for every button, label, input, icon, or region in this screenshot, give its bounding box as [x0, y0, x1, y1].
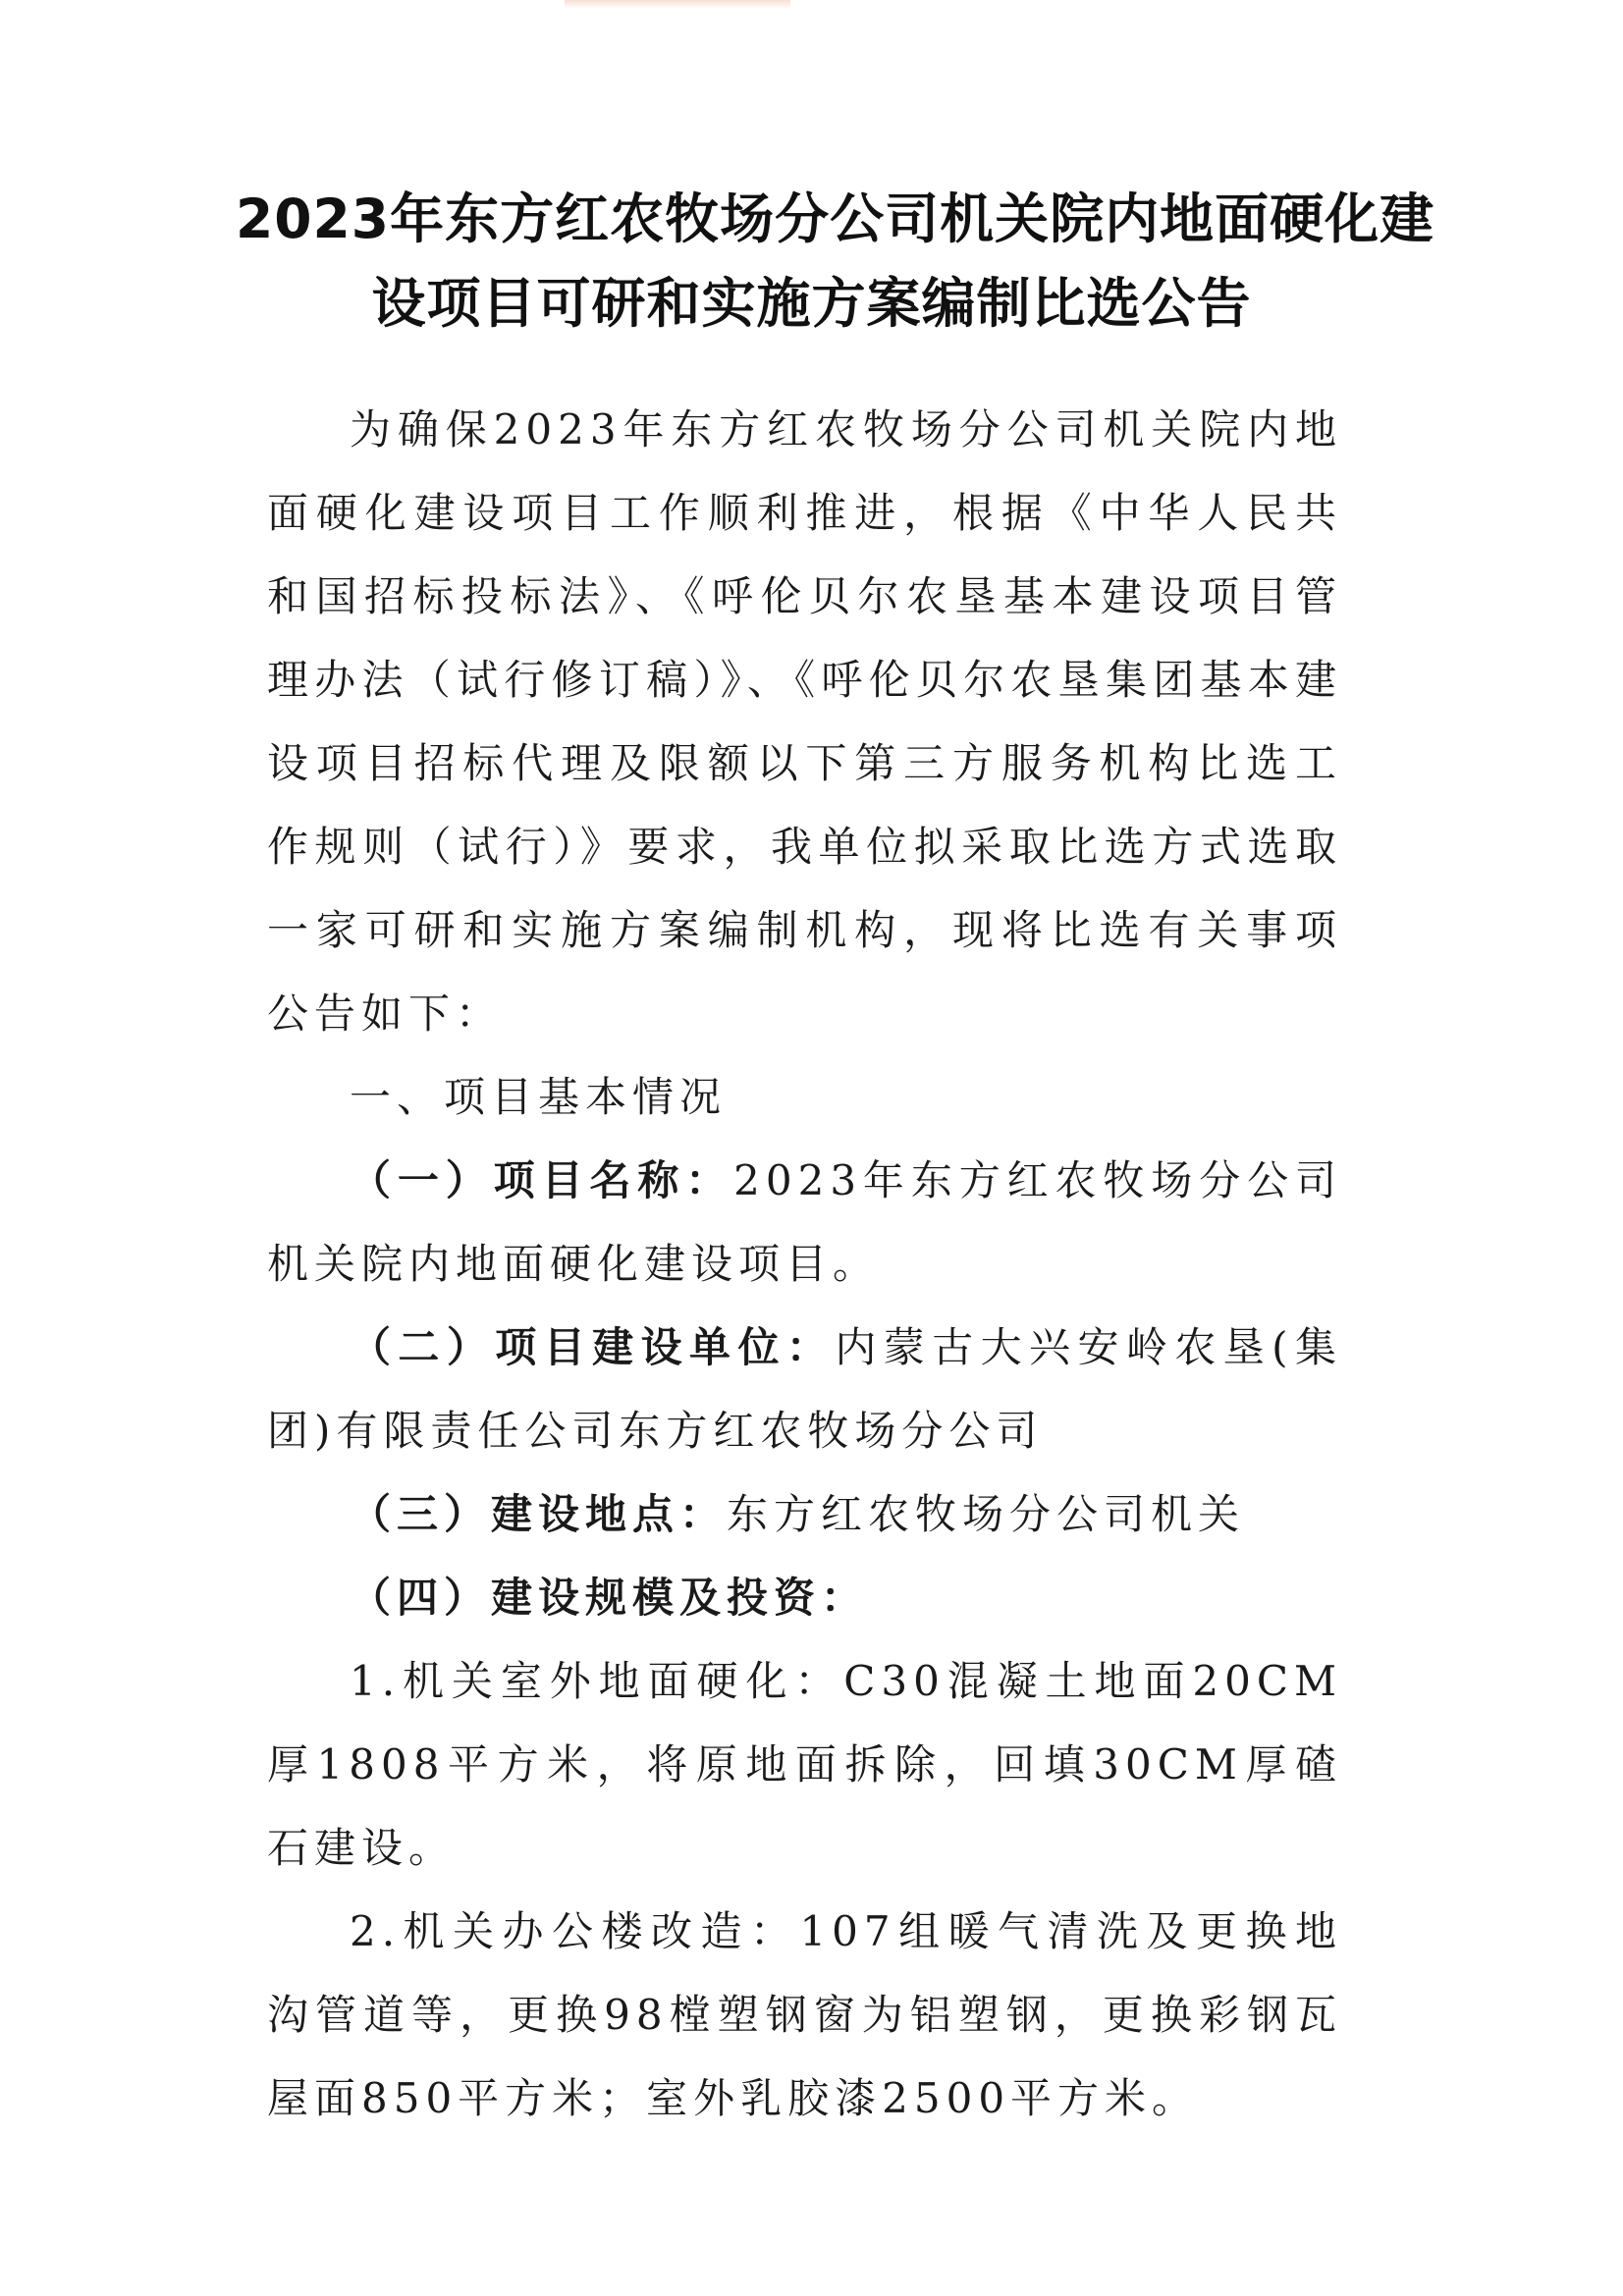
item-value: 东方红农牧场分公司机关 — [727, 1490, 1246, 1538]
announcement-body — [267, 388, 1342, 2140]
item-label: （二）项目建设单位： — [350, 1323, 836, 1371]
section-heading-basic-info: 一、项目基本情况 — [350, 1073, 728, 1121]
scale-item-ground-hardening: 1.机关室外地面硬化：C30混凝土地面20CM厚1808平方米，将原地面拆除，回填30CM厚碴石建设。 — [267, 1657, 1342, 1872]
item-construction-unit — [267, 1306, 1342, 1472]
item-value: 2023年东方红农牧场分公司机关院内地面硬化建设项目。 — [267, 1156, 1342, 1288]
item-label: （四）建设规模及投资： — [350, 1574, 869, 1622]
item-project-name — [267, 1139, 1342, 1306]
item-label: （一）项目名称： — [350, 1156, 734, 1204]
title-line-1: 2023年东方红农牧场分公司机关院内地面硬化建 — [236, 187, 1435, 250]
item-scale-investment — [267, 1556, 1342, 1639]
item-construction-site — [267, 1472, 1342, 1556]
intro-paragraph: 为确保2023年东方红农牧场分公司机关院内地面硬化建设项目工作顺利推进，根据《中华人民共和国招标投标法》、《呼伦贝尔农垦基本建设项目管理办法（试行修订稿）》、《呼伦贝尔农垦集团基本建设项目招标代理及限额以下第三方服务机构比选工作规则（试行）》要求，我单位拟采取比选方式选取一家可研和实施方案编制机构，现将比选有关事项公告如下： — [267, 405, 1342, 1038]
item-label: （三）建设地点： — [350, 1490, 728, 1538]
announcement-title — [236, 177, 1435, 346]
scan-mark — [565, 0, 790, 9]
title-line-2: 设项目可研和实施方案编制比选公告 — [371, 272, 1252, 335]
item-value: 内蒙古大兴安岭农垦(集团)有限责任公司东方红农牧场分公司 — [267, 1323, 1342, 1455]
scale-item-office-renovation: 2.机关办公楼改造：107组暖气清洗及更换地沟管道等，更换98樘塑钢窗为铝塑钢，更换彩钢瓦屋面850平方米；室外乳胶漆2500平方米。 — [267, 1907, 1342, 2122]
